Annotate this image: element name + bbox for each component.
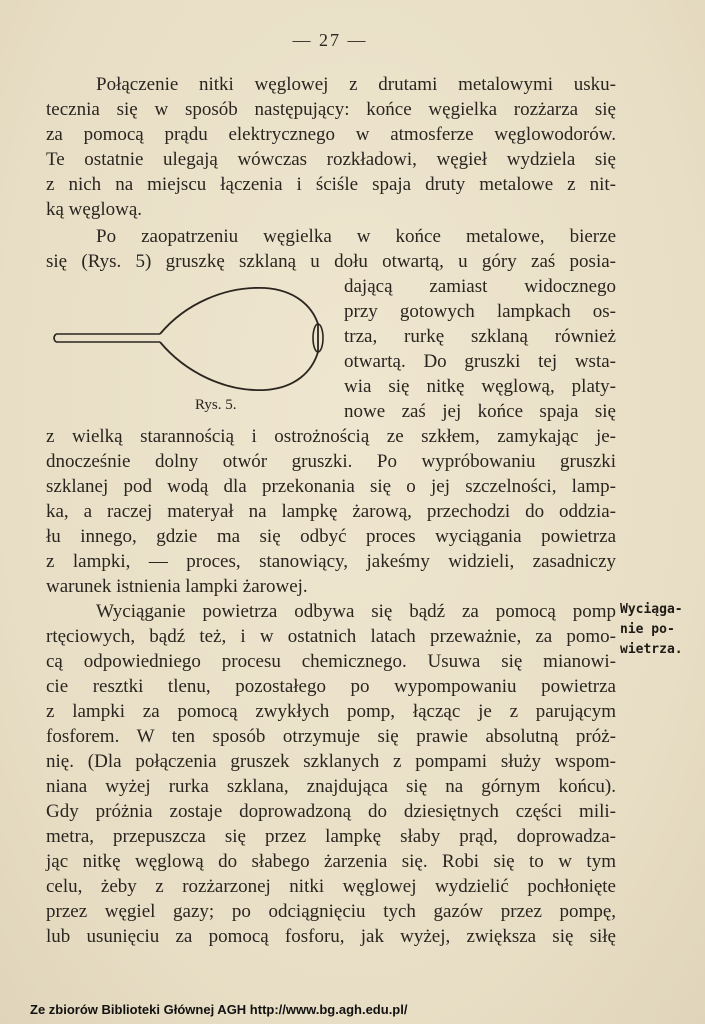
margin-note-line: Wyciąga- — [620, 602, 683, 617]
figure-stem-end — [54, 334, 56, 342]
text-line: z nich na miejscu łączenia i ściśle spaja druty metalowe z nit- — [46, 174, 616, 195]
text-line: dającą zamiast widocznego — [344, 276, 616, 297]
margin-note-line: nie po- — [620, 622, 675, 637]
text-line: nię. (Dla połączenia gruszek szklanych z pompami służy wspom- — [46, 751, 616, 772]
text-line: Gdy próżnia zostaje doprowadzoną do dziesiętnych części mili- — [46, 801, 616, 822]
text-line: łu innego, gdzie ma się odbyć proces wyciągania powietrza — [46, 526, 616, 547]
figure-caption: Rys. 5. — [195, 397, 237, 413]
text-line: z wielką starannością i ostrożnością ze szkłem, zamykając je- — [46, 426, 616, 447]
text-line: tecznia się w sposób następujący: końce węgielka rozżarza się — [46, 99, 616, 120]
text-line: cie resztki tlenu, pozostałego po wypompowaniu powietrza — [46, 676, 616, 697]
text-line: otwartą. Do gruszki tej wsta- — [344, 351, 616, 372]
paragraph-2-bottom — [46, 424, 616, 599]
margin-note-line: wietrza. — [620, 642, 683, 657]
page-number: — 27 — — [292, 30, 368, 50]
text-line: jąc nitkę węglową do słabego żarzenia się. Robi się to w tym — [46, 851, 616, 872]
text-line: metra, przepuszcza się przez lampkę słaby prąd, doprowadza- — [46, 826, 616, 847]
text-line: z lampki za pomocą zwykłych pomp, łącząc je z parującym — [46, 701, 616, 722]
paragraph-2-top — [46, 224, 616, 274]
text-line: trza, rurkę szklaną również — [344, 326, 616, 347]
text-line: ka, a raczej materyał na lampkę żarową, przechodzi do oddzia- — [46, 501, 616, 522]
text-line: przez węgiel gazy; po odciągnięciu tych gazów przez pompę, — [46, 901, 616, 922]
text-line: wia się nitkę węglową, platy- — [344, 376, 616, 397]
library-footer: Ze zbiorów Biblioteki Głównej AGH http://www.bg.agh.edu.pl/ — [30, 1002, 408, 1017]
paragraph-2-wrap — [344, 274, 616, 424]
text-line: Po zaopatrzeniu węgielka w końce metalowe, bierze — [96, 226, 616, 247]
text-line: z lampki, — proces, stanowiący, jakeśmy widzieli, zasadniczy — [46, 551, 616, 572]
figure-bulb-outline — [160, 288, 318, 390]
text-line: celu, żeby z rozżarzonej nitki węglowej wydzielić pochłonięte — [46, 876, 616, 897]
paragraph-1 — [46, 72, 616, 222]
text-line: lub usunięciu za pomocą fosforu, jak wyżej, zwiększa się siłę — [46, 926, 616, 947]
text-line: za pomocą prądu elektrycznego w atmosferze węglowodorów. — [46, 124, 616, 145]
text-line: nowe zaś jej końce spaja się — [344, 401, 616, 422]
text-line: się (Rys. 5) gruszkę szklaną u dołu otwartą, u góry zaś posia- — [46, 251, 616, 272]
text-line: przy gotowych lampkach os- — [344, 301, 616, 322]
text-line: fosforem. W ten sposób otrzymuje się prawie absolutną próż- — [46, 726, 616, 747]
paragraph-3 — [46, 599, 616, 949]
text-line: Połączenie nitki węglowej z drutami metalowymi usku- — [96, 74, 616, 95]
text-line: niana wyżej rurka szklana, znajdująca się na górnym końcu). — [46, 776, 616, 797]
text-line: cą odpowiedniego procesu chemicznego. Usuwa się mianowi- — [46, 651, 616, 672]
text-line: szklanej pod wodą dla przekonania się o jej szczelności, lamp- — [46, 476, 616, 497]
text-line: rtęciowych, bądź też, i w ostatnich latach przeważnie, za pomo- — [46, 626, 616, 647]
text-line: Te ostatnie ulegają wówczas rozkładowi, węgieł wydziela się — [46, 149, 616, 170]
bulb-figure — [50, 284, 335, 394]
text-line: ką węglową. — [46, 199, 143, 220]
margin-note — [620, 600, 702, 660]
text-line: dnocześnie dolny otwór gruszki. Po wypróbowaniu gruszki — [46, 451, 616, 472]
text-line: Wyciąganie powietrza odbywa się bądź za pomocą pomp — [96, 601, 616, 622]
text-line: warunek istnienia lampki żarowej. — [46, 576, 308, 597]
